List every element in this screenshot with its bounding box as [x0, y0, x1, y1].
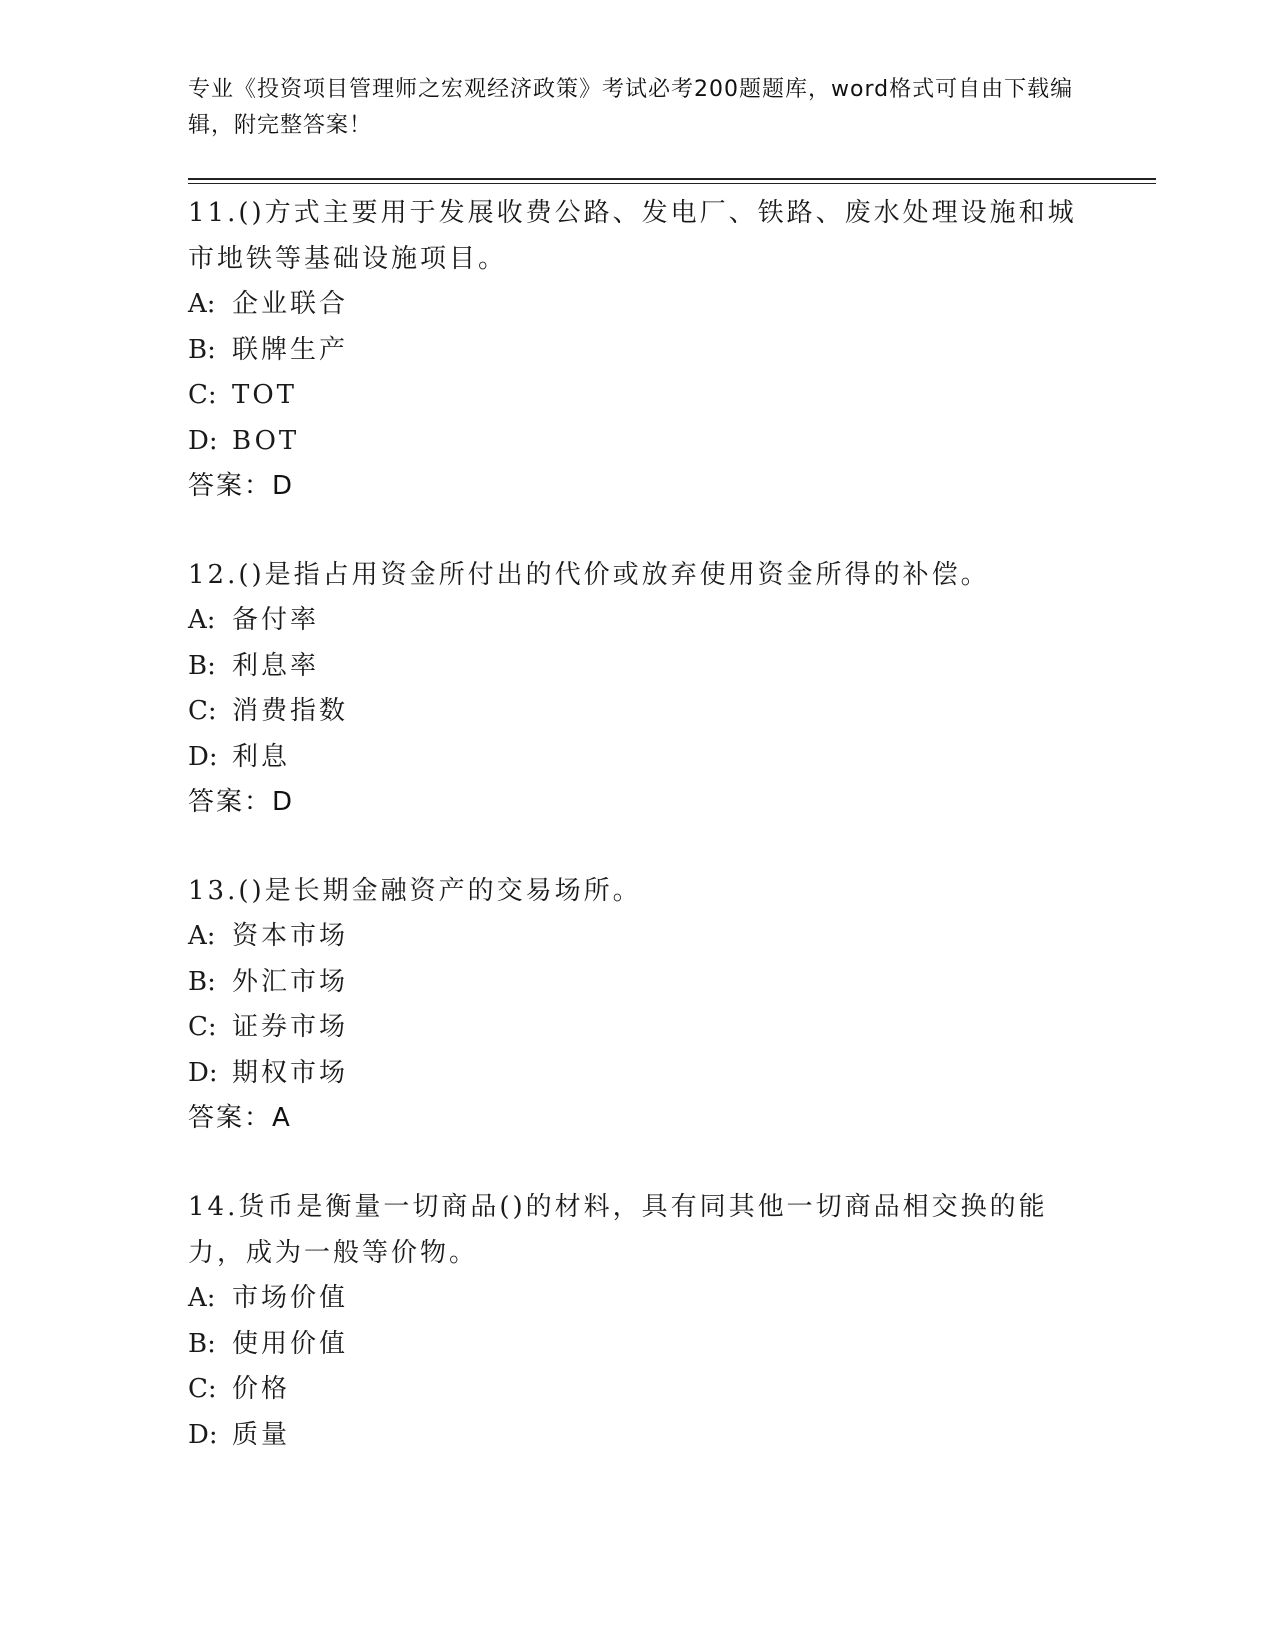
option-text: TOT — [232, 380, 297, 410]
option-key: A: — [188, 605, 216, 635]
option-key: C: — [188, 1374, 217, 1404]
option-key: C: — [188, 1012, 217, 1042]
document-header: 专业《投资项目管理师之宏观经济政策》考试必考200题题库，word格式可自由下载编辑，附完整答案！ — [188, 77, 1074, 138]
option-text: 消费指数 — [232, 696, 349, 726]
header-divider — [188, 178, 1156, 180]
option-a — [188, 598, 1088, 644]
option-key: B: — [188, 1328, 216, 1359]
option-key: D: — [188, 425, 218, 456]
option-b — [188, 1322, 1088, 1368]
question-stem: 11.()方式主要用于发展收费公路、发电厂、铁路、废水处理设施和城市地铁等基础设施项目。 — [188, 198, 1077, 274]
option-text: 质量 — [232, 1419, 291, 1450]
option-b — [188, 960, 1088, 1006]
spacer — [188, 508, 1088, 552]
option-a — [188, 1276, 1088, 1322]
option-key: B: — [188, 966, 216, 997]
question-stem: 14.货币是衡量一切商品()的材料，具有同其他一切商品相交换的能力，成为一般等价物。 — [188, 1192, 1048, 1268]
option-key: A: — [188, 289, 216, 319]
option-text: 使用价值 — [232, 1328, 349, 1359]
question-12 — [188, 552, 1088, 824]
option-c — [188, 689, 1088, 735]
option-text: 利息率 — [232, 650, 320, 681]
option-text: 备付率 — [232, 605, 320, 635]
option-a — [188, 914, 1088, 960]
option-text: 期权市场 — [232, 1057, 349, 1088]
option-text: 证券市场 — [232, 1012, 349, 1042]
question-14 — [188, 1184, 1088, 1458]
option-c — [188, 1367, 1088, 1413]
option-d — [188, 1051, 1088, 1097]
question-11 — [188, 190, 1088, 508]
option-key: D: — [188, 1419, 218, 1450]
option-text: 资本市场 — [232, 921, 349, 951]
option-key: C: — [188, 696, 217, 726]
option-text: 企业联合 — [232, 289, 349, 319]
option-key: D: — [188, 1057, 218, 1088]
option-key: A: — [188, 1283, 216, 1313]
answer-line: 答案：D — [188, 471, 295, 501]
header-divider-thin — [188, 183, 1156, 184]
answer-line: 答案：D — [188, 787, 295, 817]
question-stem: 13.()是长期金融资产的交易场所。 — [188, 876, 642, 906]
option-text: 价格 — [232, 1374, 291, 1404]
option-key: C: — [188, 380, 217, 410]
option-b — [188, 644, 1088, 690]
option-key: B: — [188, 650, 216, 681]
question-list — [188, 190, 1088, 1458]
option-text: BOT — [232, 425, 300, 456]
option-a — [188, 282, 1088, 328]
option-text: 联牌生产 — [232, 334, 349, 365]
option-c — [188, 1005, 1088, 1051]
option-d — [188, 1413, 1088, 1459]
spacer — [188, 1140, 1088, 1184]
question-stem: 12.()是指占用资金所付出的代价或放弃使用资金所得的补偿。 — [188, 560, 990, 590]
option-key: B: — [188, 334, 216, 365]
question-13 — [188, 868, 1088, 1140]
answer-line: 答案：A — [188, 1103, 292, 1133]
option-key: D: — [188, 741, 218, 772]
option-key: A: — [188, 921, 216, 951]
option-d — [188, 419, 1088, 465]
option-d — [188, 735, 1088, 781]
spacer — [188, 824, 1088, 868]
option-b — [188, 328, 1088, 374]
option-c — [188, 373, 1088, 419]
option-text: 利息 — [232, 741, 291, 772]
option-text: 市场价值 — [232, 1283, 349, 1313]
option-text: 外汇市场 — [232, 966, 349, 997]
